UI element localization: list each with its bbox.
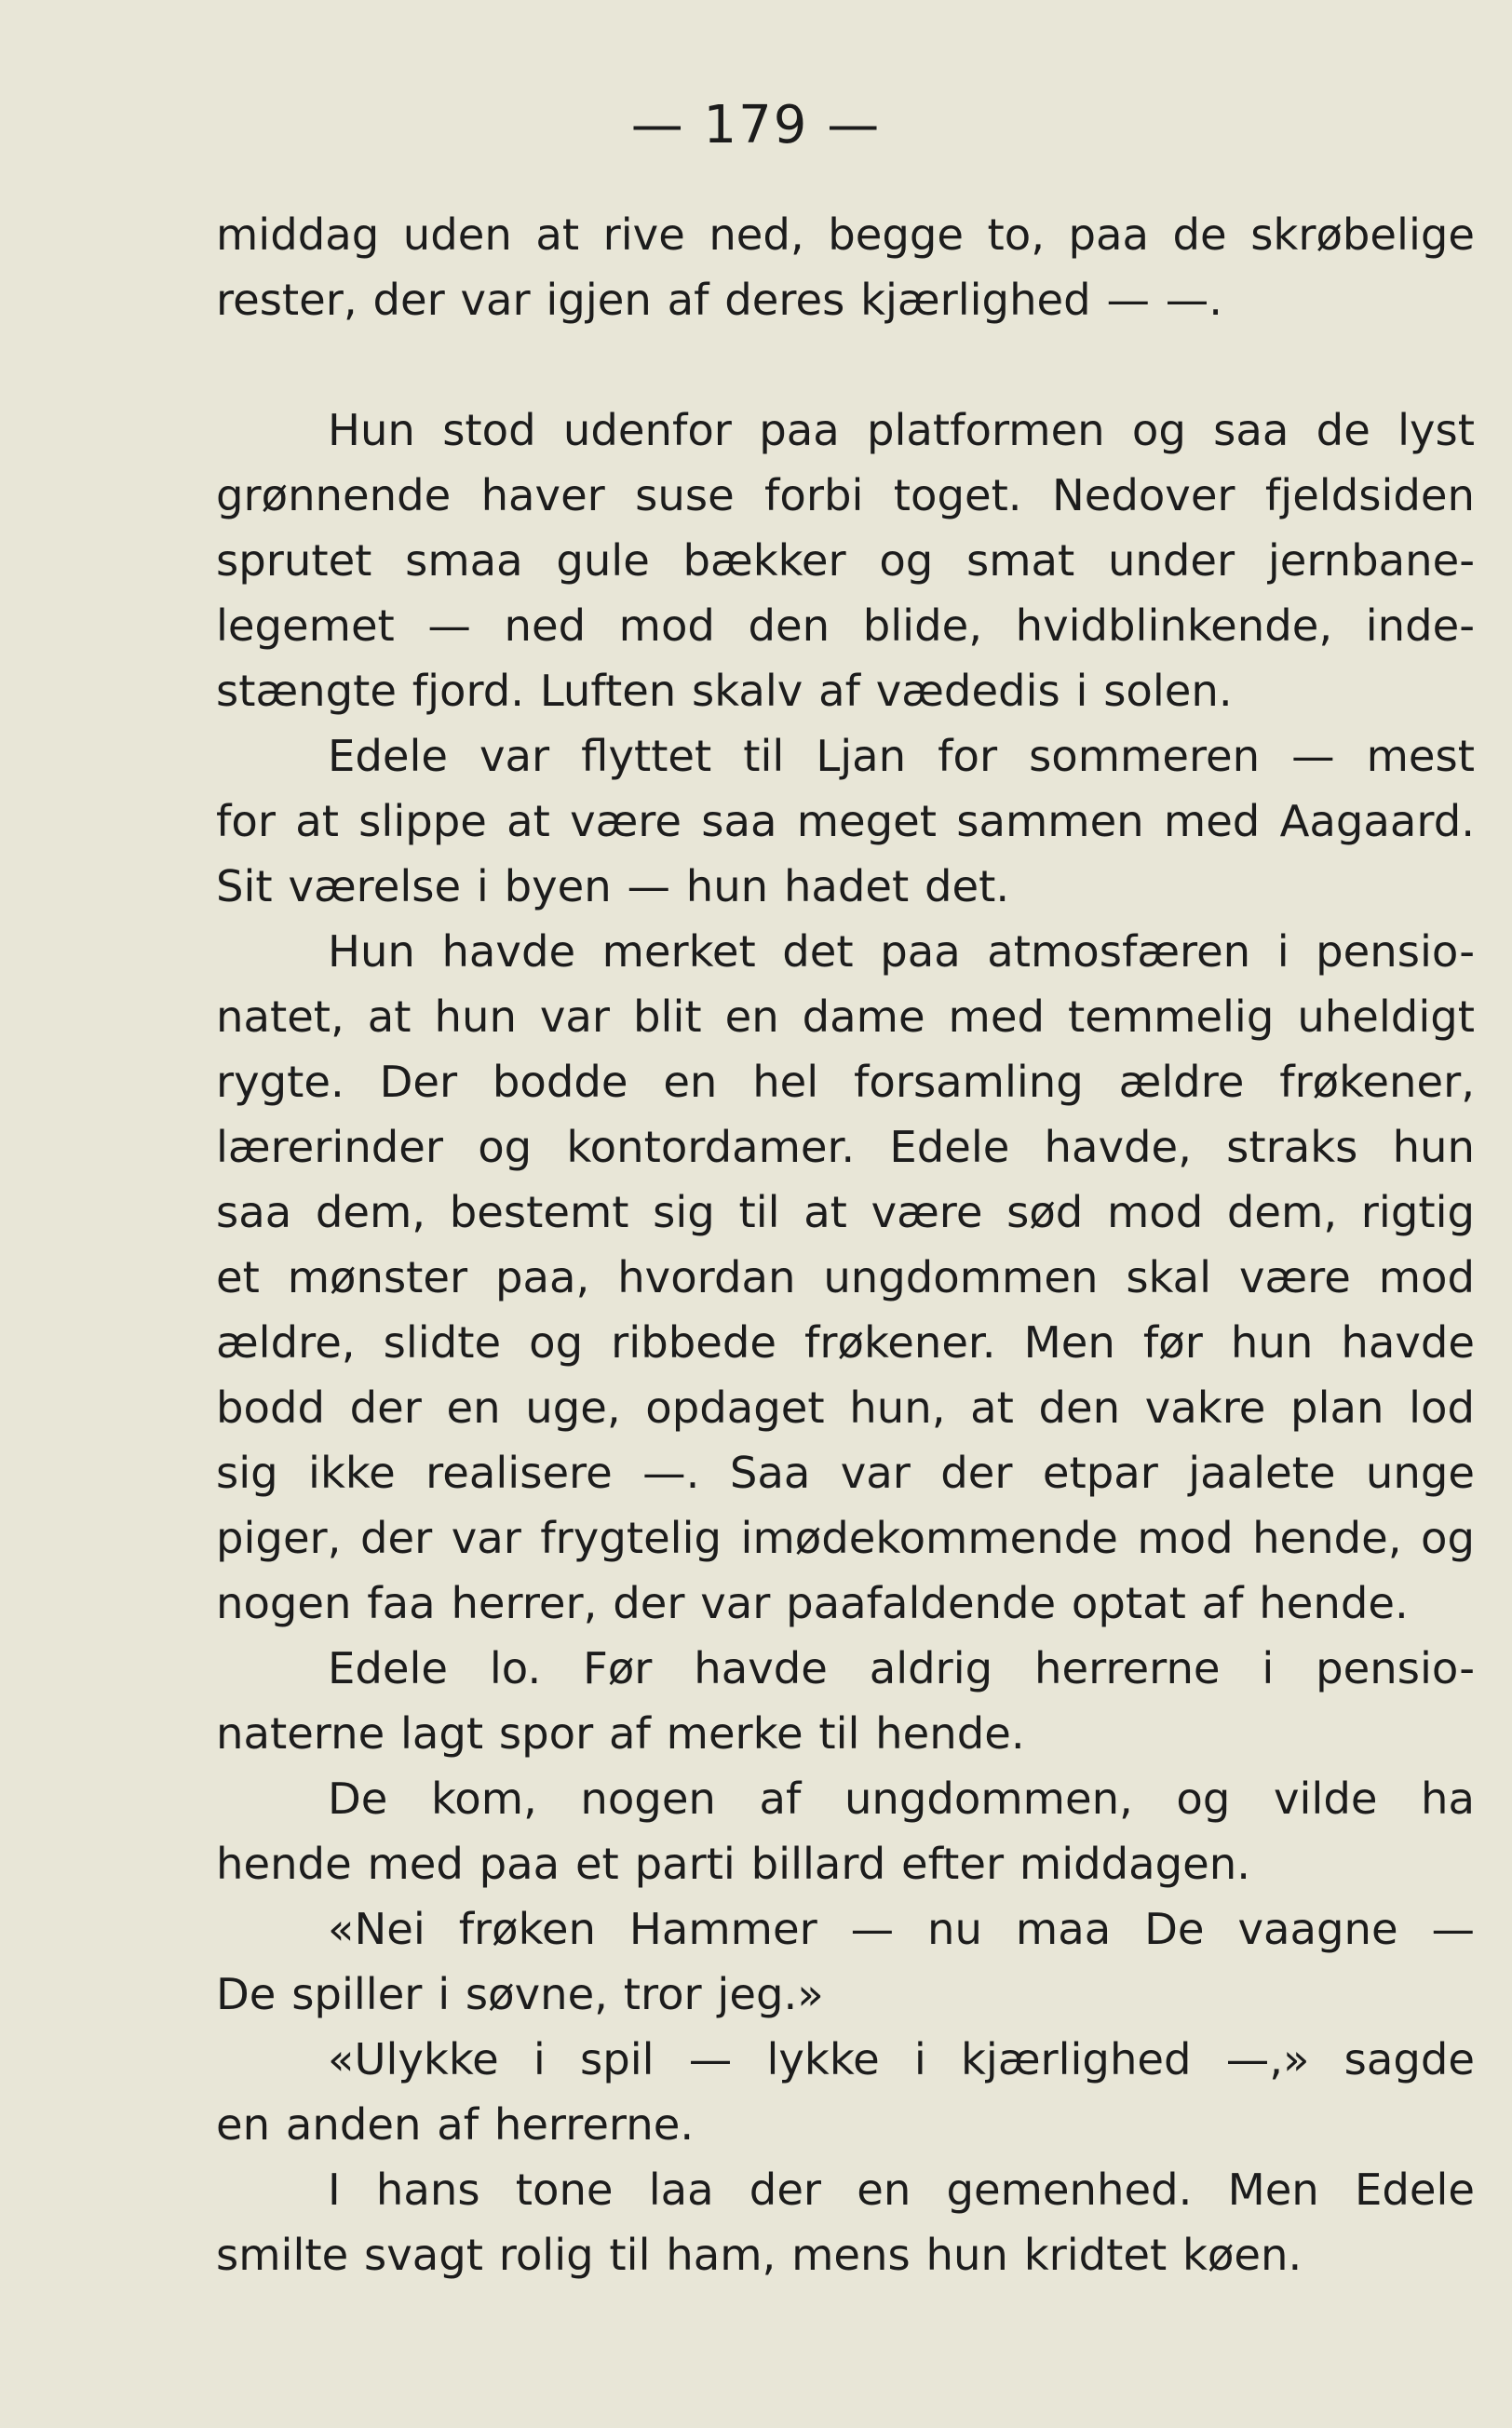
text-line: rester, der var igjen af deres kjærlighed — —.	[216, 275, 1223, 325]
text-line: Edele var flyttet til Ljan for sommeren — mest	[328, 731, 1475, 781]
text-line: en anden af herrerne.	[216, 2099, 695, 2150]
text-line: De spiller i søvne, tror jeg.»	[216, 1969, 824, 2019]
text-line: for at slippe at være saa meget sammen med Aagaard.	[216, 796, 1475, 846]
text-line: naterne lagt spor af merke til hende.	[216, 1708, 1025, 1759]
text-line: rygte. Der bodde en hel forsamling ældre frøkener,	[216, 1057, 1475, 1107]
paragraph	[216, 202, 1475, 332]
text-line: De kom, nogen af ungdommen, og vilde ha	[328, 1774, 1475, 1824]
paragraph	[216, 1636, 1475, 1766]
text-line: I hans tone laa der en gemenhed. Men Edele	[328, 2165, 1475, 2215]
paragraph	[216, 919, 1475, 1636]
text-line: sig ikke realisere —. Saa var der etpar jaalete unge	[216, 1448, 1475, 1498]
paragraph	[216, 2027, 1475, 2157]
text-line: piger, der var frygtelig imødekommende mod hende, og	[216, 1513, 1475, 1563]
text-line: legemet — ned mod den blide, hvidblinkende, inde-	[216, 600, 1475, 651]
text-line: nogen faa herrer, der var paafaldende optat af hende.	[216, 1578, 1409, 1628]
text-line: «Nei frøken Hammer — nu maa De vaagne —	[328, 1904, 1475, 1954]
text-line: Sit værelse i byen — hun hadet det.	[216, 861, 1010, 911]
text-line: lærerinder og kontordamer. Edele havde, straks hun	[216, 1122, 1475, 1172]
text-line: ældre, slidte og ribbede frøkener. Men før hun havde	[216, 1317, 1475, 1368]
paragraph	[216, 1766, 1475, 1896]
paragraph	[216, 398, 1475, 723]
text-line: Hun havde merket det paa atmosfæren i pensio-	[328, 926, 1475, 977]
text-line: middag uden at rive ned, begge to, paa de skrøbelige	[216, 209, 1475, 260]
text-line: bodd der en uge, opdaget hun, at den vakre plan lod	[216, 1383, 1475, 1433]
paragraph	[216, 2157, 1475, 2287]
text-line: Edele lo. Før havde aldrig herrerne i pensio-	[328, 1643, 1475, 1693]
text-line: natet, at hun var blit en dame med temmelig uheldigt	[216, 991, 1475, 1042]
paragraph	[216, 723, 1475, 919]
paragraph-gap	[216, 332, 1475, 398]
text-line: smilte svagt rolig til ham, mens hun kridtet køen.	[216, 2230, 1303, 2280]
paragraph	[216, 1896, 1475, 2027]
text-line: Hun stod udenfor paa platformen og saa de lyst	[328, 405, 1475, 455]
text-line: sprutet smaa gule bækker og smat under jernbane-	[216, 535, 1475, 586]
body-text	[216, 202, 1475, 2287]
page-number: — 179 —	[630, 95, 882, 155]
text-line: «Ulykke i spil — lykke i kjærlighed —,» sagde	[328, 2034, 1475, 2084]
text-line: hende med paa et parti billard efter middagen.	[216, 1839, 1251, 1889]
text-line: saa dem, bestemt sig til at være sød mod dem, rigtig	[216, 1187, 1475, 1237]
text-line: stængte fjord. Luften skalv af vædedis i solen.	[216, 666, 1233, 716]
text-line: et mønster paa, hvordan ungdommen skal være mod	[216, 1252, 1475, 1302]
text-line: grønnende haver suse forbi toget. Nedover fjeldsiden	[216, 470, 1475, 520]
